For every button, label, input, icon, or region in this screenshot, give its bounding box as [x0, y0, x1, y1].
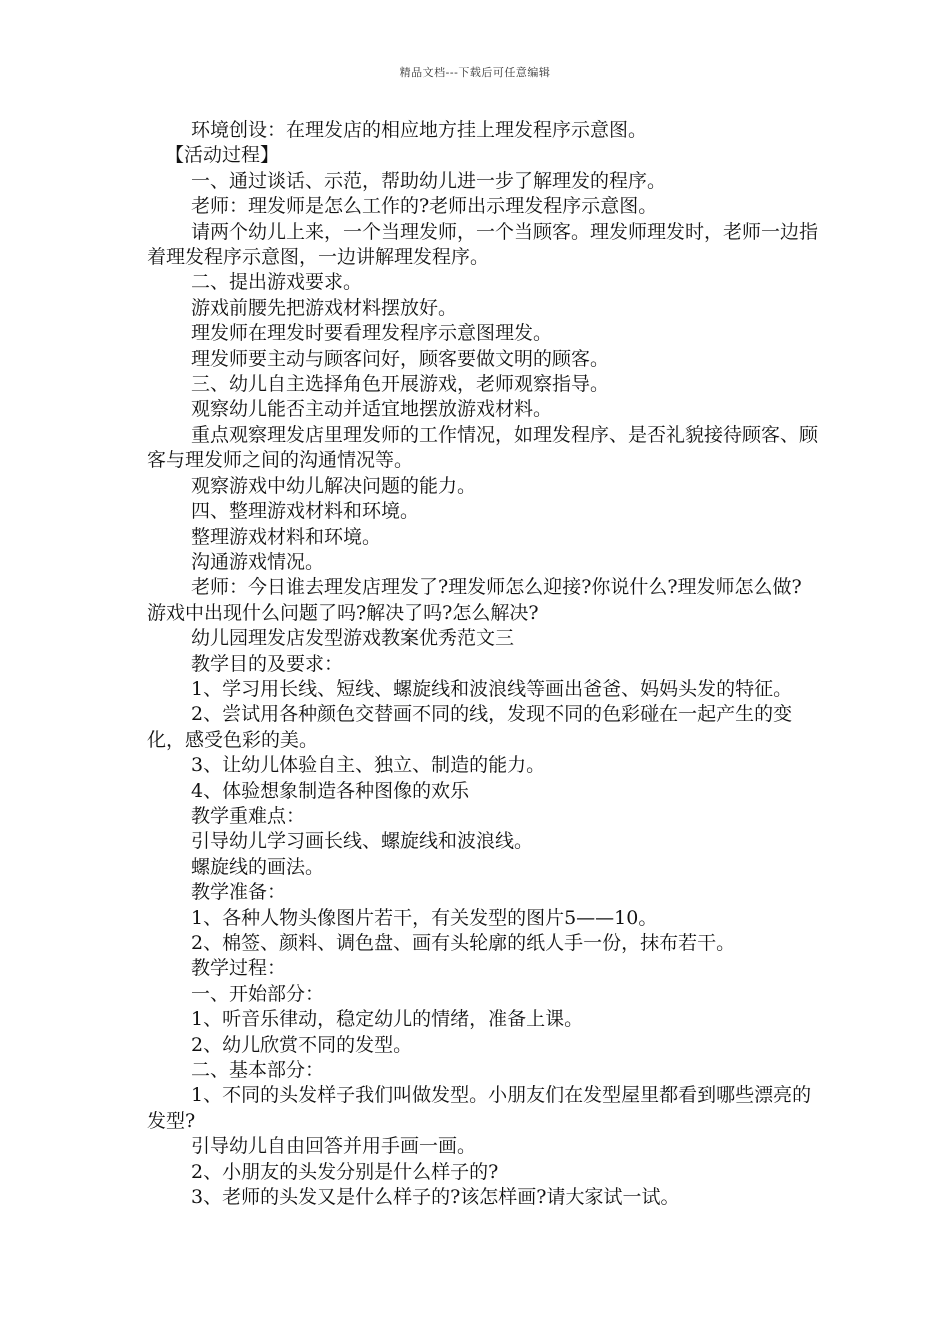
paragraph: 教学重难点： [191, 804, 306, 827]
paragraph: 环境创设：在理发店的相应地方挂上理发程序示意图。 [191, 119, 648, 141]
paragraph: 老师：今日谁去理发店理发了?理发师怎么迎接?你说什么?理发师怎么做?游戏中出现什么问题了吗?解决了吗?怎么解决? [147, 576, 802, 624]
paragraph: 老师：理发师是怎么工作的?老师出示理发程序示意图。 [191, 195, 658, 218]
paragraph: 2、小朋友的头发分别是什么样子的? [191, 1160, 499, 1183]
paragraph: 观察游戏中幼儿解决问题的能力。 [191, 474, 477, 497]
paragraph: 4、体验想象制造各种图像的欢乐 [191, 779, 470, 802]
document-body [147, 118, 819, 1210]
paragraph: 沟通游戏情况。 [191, 550, 325, 573]
paragraph: 四、整理游戏材料和环境。 [191, 500, 420, 523]
paragraph: 重点观察理发店里理发师的工作情况，如理发程序、是否礼貌接待顾客、顾客与理发师之间的沟通情况等。 [147, 423, 819, 472]
section-heading: 【活动过程】 [165, 144, 280, 167]
paragraph: 2、幼儿欣赏不同的发型。 [191, 1033, 413, 1056]
paragraph: 一、开始部分： [191, 982, 325, 1005]
paragraph: 3、让幼儿体验自主、独立、制造的能力。 [191, 754, 546, 777]
paragraph: 教学准备： [191, 881, 287, 904]
paragraph: 整理游戏材料和环境。 [191, 525, 382, 548]
paragraph: 引导幼儿自由回答并用手画一画。 [191, 1135, 477, 1158]
paragraph: 1、不同的头发样子我们叫做发型。小朋友们在发型屋里都看到哪些漂亮的发型? [147, 1084, 812, 1132]
paragraph: 2、棉签、颜料、调色盘、画有头轮廓的纸人手一份，抹布若干。 [191, 932, 736, 954]
paragraph: 1、听音乐律动，稳定幼儿的情绪，准备上课。 [191, 1008, 584, 1031]
paragraph: 理发师在理发时要看理发程序示意图理发。 [191, 322, 553, 345]
paragraph: 教学目的及要求： [191, 652, 344, 675]
paragraph: 教学过程： [191, 957, 287, 980]
paragraph: 二、提出游戏要求。 [191, 271, 363, 294]
page-header: 精品文档---下载后可任意编辑 [399, 66, 551, 79]
paragraph: 螺旋线的画法。 [191, 855, 325, 878]
paragraph: 游戏前腰先把游戏材料摆放好。 [191, 296, 458, 319]
paragraph: 三、幼儿自主选择角色开展游戏，老师观察指导。 [191, 373, 610, 396]
paragraph: 3、老师的头发又是什么样子的?该怎样画?请大家试一试。 [191, 1186, 680, 1209]
paragraph: 一、通过谈话、示范，帮助幼儿进一步了解理发的程序。 [191, 169, 667, 192]
paragraph: 1、学习用长线、短线、螺旋线和波浪线等画出爸爸、妈妈头发的特征。 [191, 677, 793, 700]
paragraph: 2、尝试用各种颜色交替画不同的线，发现不同的色彩碰在一起产生的变化，感受色彩的美。 [147, 703, 793, 751]
paragraph: 1、各种人物头像图片若干，有关发型的图片5——10。 [191, 906, 658, 929]
section-title: 幼儿园理发店发型游戏教案优秀范文三 [191, 627, 515, 650]
paragraph: 请两个幼儿上来，一个当理发师，一个当顾客。理发师理发时，老师一边指着理发程序示意图，一边讲解理发程序。 [147, 220, 819, 269]
paragraph: 引导幼儿学习画长线、螺旋线和波浪线。 [191, 830, 534, 853]
paragraph: 理发师要主动与顾客问好，顾客要做文明的顾客。 [191, 347, 610, 370]
paragraph: 观察幼儿能否主动并适宜地摆放游戏材料。 [191, 398, 553, 421]
paragraph: 二、基本部分： [191, 1059, 325, 1082]
